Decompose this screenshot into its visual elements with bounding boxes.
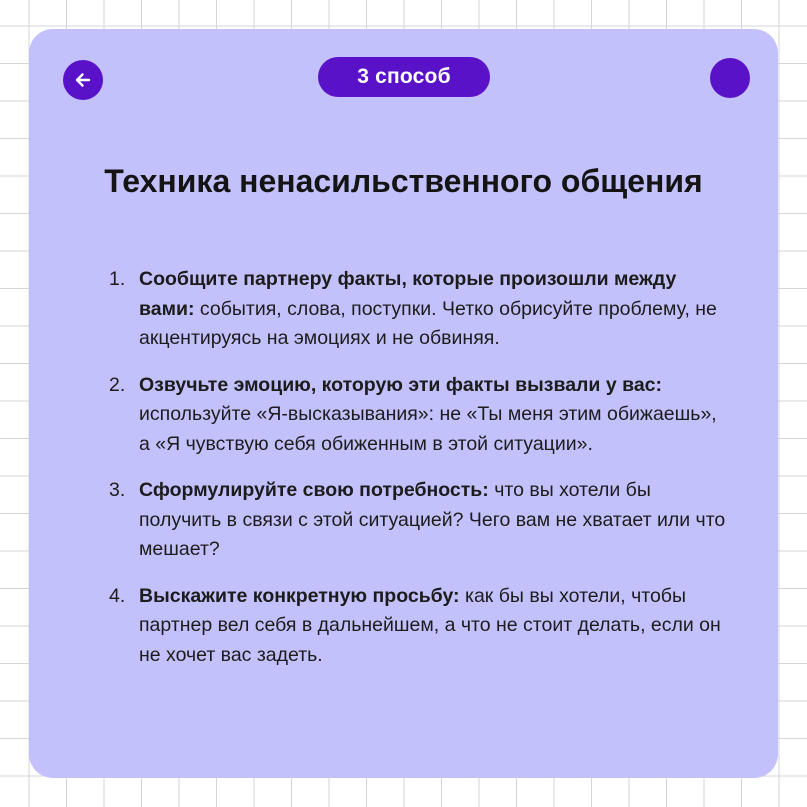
step-text: как бы вы хотели, чтобы партнер вел себя в дальнейшем, а что не стоит делать, если он не хочет вас задеть. (139, 584, 721, 666)
step-number: 4. (109, 584, 126, 607)
step-heading: Сообщите партнеру факты, которые произошли между вами: (139, 268, 677, 320)
step-text: события, слова, поступки. Четко обрисуйте проблему, не акцентируясь на эмоциях и не обвиняя. (139, 297, 717, 349)
list-item (109, 371, 729, 460)
list-item (109, 582, 729, 671)
step-number: 3. (109, 479, 126, 501)
step-heading: Озвучьте эмоцию, которую эти факты вызвали у вас: (139, 373, 663, 396)
title-text: Техника ненасильственного общения (104, 163, 703, 199)
step-text: используйте «Я-высказывания»: не «Ты меня этим обижаешь», а «Я чувствую себя обиженным в этой ситуации». (139, 403, 717, 455)
page-title (29, 161, 778, 202)
step-number: 2. (109, 373, 126, 396)
step-number: 1. (109, 268, 126, 290)
step-text: что вы хотели бы получить в связи с этой ситуацией? Чего вам не хватает или что мешает? (139, 479, 726, 560)
list-item (109, 265, 729, 354)
steps-list (109, 265, 729, 687)
list-item (109, 476, 729, 565)
step-heading: Сформулируйте свою потребность: (139, 479, 489, 501)
back-button[interactable] (63, 60, 103, 100)
step-heading: Выскажите конкретную просьбу: (139, 584, 460, 607)
arrow-left-icon (73, 70, 93, 90)
content-card (29, 29, 778, 778)
menu-dot-button[interactable] (710, 58, 750, 98)
method-badge: 3 способ (318, 57, 490, 97)
